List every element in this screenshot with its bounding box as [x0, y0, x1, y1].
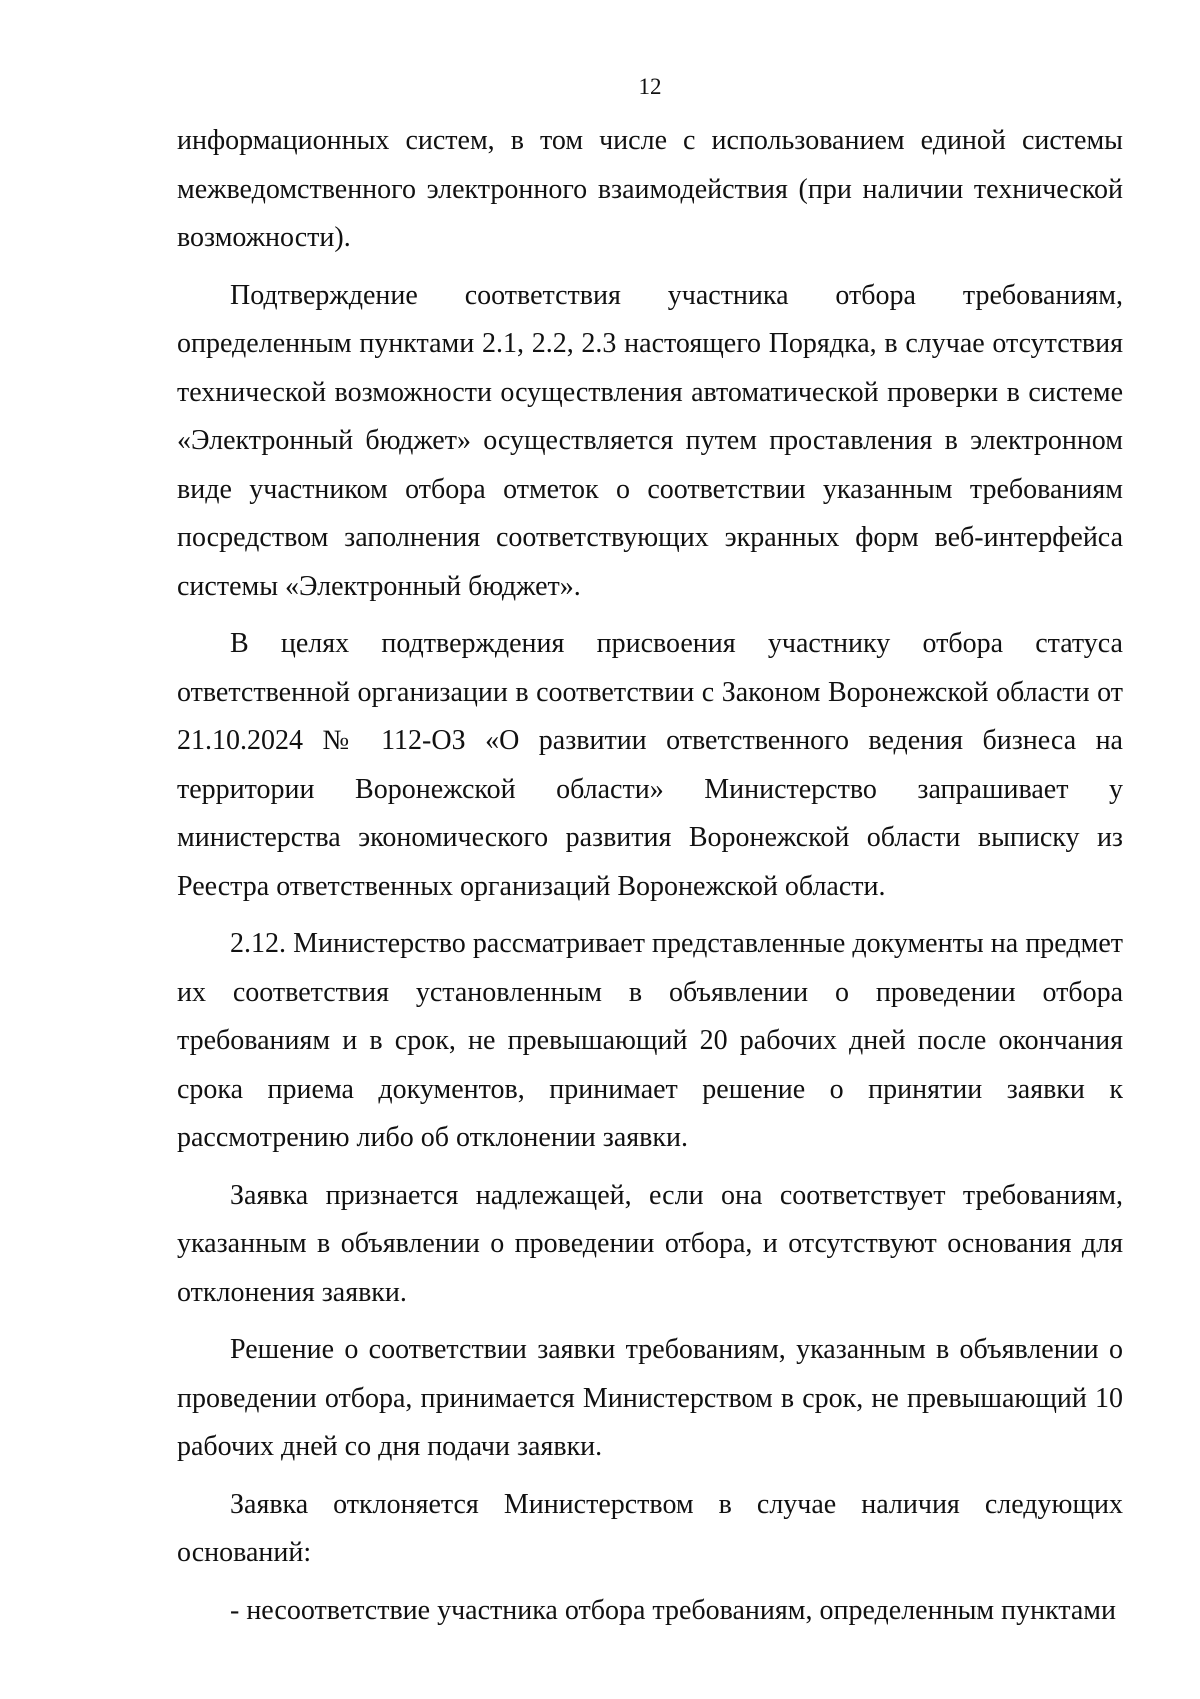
paragraph-continuation: информационных систем, в том числе с использованием единой системы межведомственного электронного взаимодействия (при наличии технической возможности). [177, 125, 1123, 253]
paragraph-confirmation: Подтверждение соответствия участника отбора требованиям, определенным пунктами 2.1, 2.2, 2.3 настоящего Порядка, в случае отсутствия технической возможности осуществления автоматической проверки в системе «Электронный бюджет» осуществляется путем проставления в электронном виде участником отбора отметок о соответствии указанным требованиям посредством заполнения соответствующих экранных форм веб-интерфейса системы «Электронный бюджет». [177, 279, 1123, 602]
paragraph-rejection-grounds: Заявка отклоняется Министерством в случае наличия следующих оснований: [177, 1488, 1123, 1568]
paragraph-2-12: 2.12. Министерство рассматривает представленные документы на предмет их соответствия установленным в объявлении о проведении отбора требованиям и в срок, не превышающий 20 рабочих дней после окончания срока приема документов, принимает решение о принятии заявки к рассмотрению либо об отклонении заявки. [177, 928, 1123, 1153]
list-item-noncompliance: - несоответствие участника отбора требованиям, определенным пунктами [230, 1594, 1117, 1626]
paragraph-decision-term: Решение о соответствии заявки требованиям, указанным в объявлении о проведении отбора, принимается Министерством в срок, не превышающий 10 рабочих дней со дня подачи заявки. [177, 1334, 1123, 1462]
document-body [177, 117, 1123, 1635]
page-number: 12 [638, 74, 662, 99]
paragraph-proper-application: Заявка признается надлежащей, если она соответствует требованиям, указанным в объявлении о проведении отбора, и отсутствуют основания для отклонения заявки. [177, 1179, 1123, 1308]
paragraph-responsible-status: В целях подтверждения присвоения участнику отбора статуса ответственной организации в соответствии с Законом Воронежской области от 21.10.2024 № 112-ОЗ «О развитии ответственного ведения бизнеса на территории Воронежской области» Министерство запрашивает у министерства экономического развития Воронежской области выписку из Реестра ответственных организаций Воронежской области. [177, 628, 1123, 902]
